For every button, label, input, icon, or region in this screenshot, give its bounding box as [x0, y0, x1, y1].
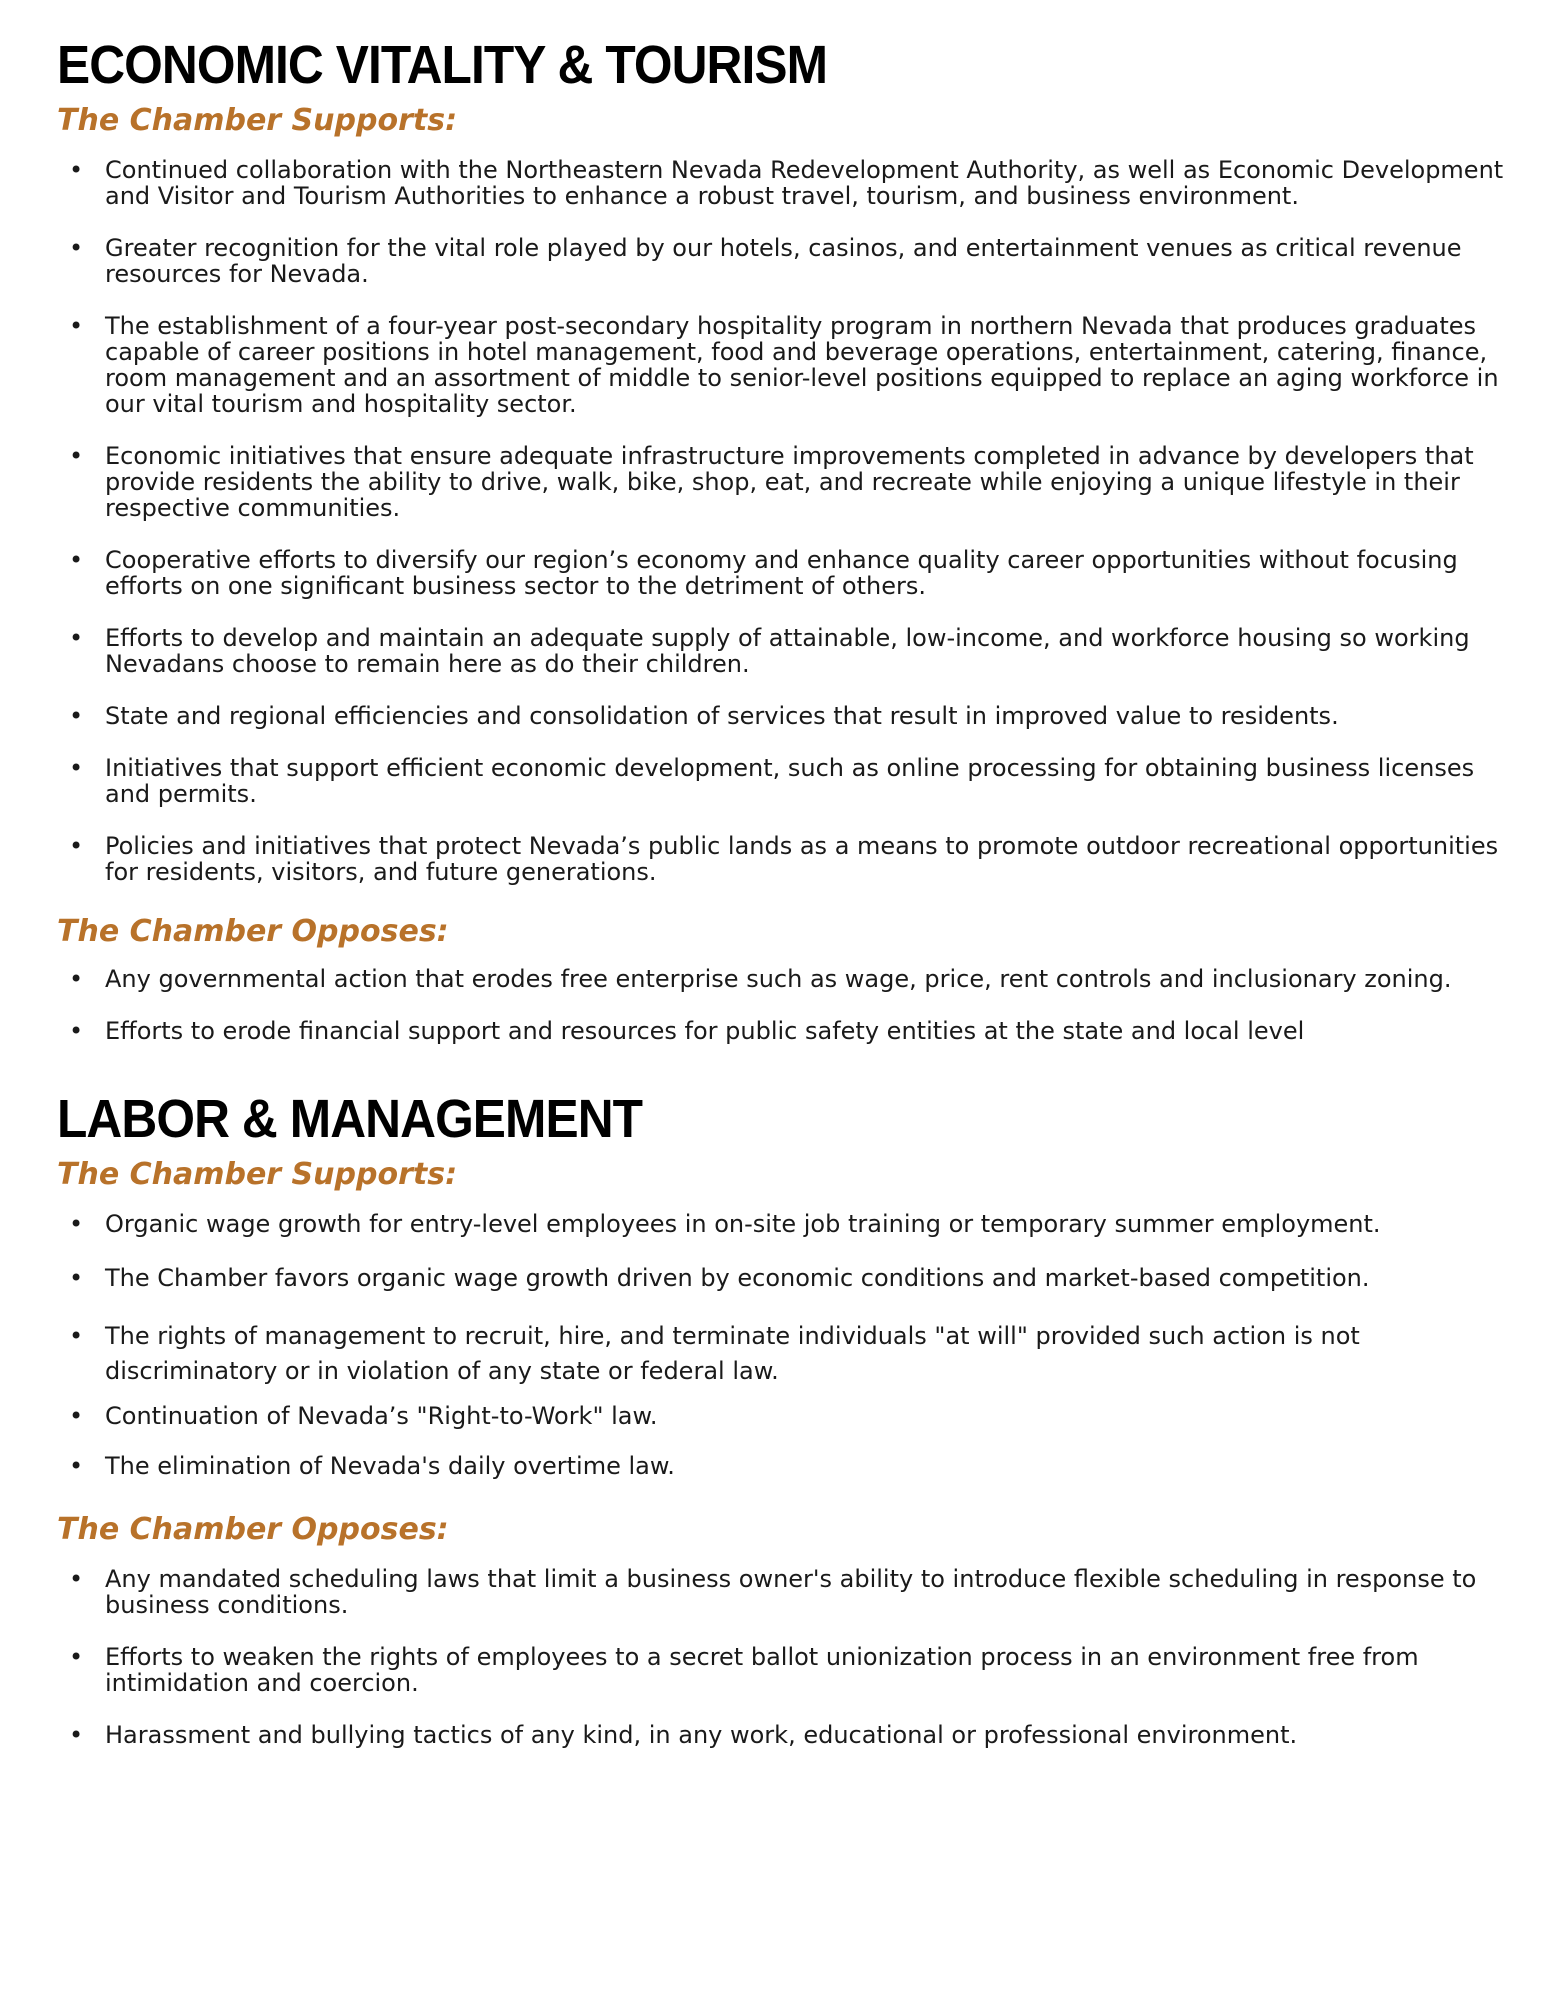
list-item: • Cooperative efforts to diversify our region’s economy and enhance quality career opportunities without focusing efforts on one significant business sector to the detriment of others. [57, 547, 1507, 599]
list-item: • Initiatives that support efficient economic development, such as online processing for obtaining business licenses and permits. [57, 755, 1507, 807]
list-item: • Any governmental action that erodes free enterprise such as wage, price, rent controls and inclusionary zoning. [57, 966, 1507, 992]
supports-list [57, 157, 1507, 885]
list-item: • Efforts to erode financial support and resources for public safety entities at the state and local level [57, 1018, 1507, 1044]
list-item: • Policies and initiatives that protect Nevada’s public lands as a means to promote outdoor recreational opportunities for residents, visitors, and future generations. [57, 833, 1507, 885]
list-item: • Organic wage growth for entry-level employees in on-site job training or temporary summer employment. [57, 1211, 1507, 1237]
section-economic-vitality [57, 35, 1507, 1045]
list-item: • Continued collaboration with the Northeastern Nevada Redevelopment Authority, as well as Economic Development and Visitor and Tourism Authorities to enhance a robust travel, tourism, and business environment. [57, 157, 1507, 209]
supports-list [57, 1211, 1507, 1479]
list-item: • The Chamber favors organic wage growth driven by economic conditions and market-based competition. [57, 1265, 1507, 1291]
opposes-list [57, 966, 1507, 1044]
list-item: • The elimination of Nevada's daily overtime law. [57, 1453, 1507, 1479]
list-item: • Any mandated scheduling laws that limit a business owner's ability to introduce flexible scheduling in response to business conditions. [57, 1566, 1507, 1618]
opposes-list [57, 1566, 1507, 1748]
list-item: • The rights of management to recruit, hire, and terminate individuals "at will" provided such action is not discriminatory or in violation of any state or federal law. [57, 1319, 1507, 1389]
list-item: • Harassment and bullying tactics of any kind, in any work, educational or professional environment. [57, 1722, 1507, 1748]
list-item: • Greater recognition for the vital role played by our hotels, casinos, and entertainment venues as critical revenue resources for Nevada. [57, 235, 1507, 287]
section-title: ECONOMIC VITALITY & TOURISM [57, 35, 828, 95]
supports-heading: The Chamber Supports: [57, 103, 458, 138]
list-item: • The establishment of a four-year post-secondary hospitality program in northern Nevada that produces graduates capable of career positions in hotel management, food and beverage operations, entertainment, catering, finance, room management and an assortment of middle to senior-level positions equipped to replace an aging workforce in our vital tourism and hospitality sector. [57, 313, 1507, 417]
section-title: LABOR & MANAGEMENT [57, 1089, 643, 1149]
list-item: • State and regional efficiencies and consolidation of services that result in improved value to residents. [57, 703, 1507, 729]
list-item: • Efforts to develop and maintain an adequate supply of attainable, low-income, and workforce housing so working Nevadans choose to remain here as do their children. [57, 625, 1507, 677]
opposes-heading: The Chamber Opposes: [57, 914, 449, 949]
list-item: • Economic initiatives that ensure adequate infrastructure improvements completed in advance by developers that provide residents the ability to drive, walk, bike, shop, eat, and recreate while enjoying a unique lifestyle in their respective communities. [57, 443, 1507, 521]
document-page [57, 35, 1507, 1749]
opposes-heading: The Chamber Opposes: [57, 1512, 449, 1547]
list-item: • Efforts to weaken the rights of employees to a secret ballot unionization process in an environment free from intimidation and coercion. [57, 1644, 1507, 1696]
list-item: • Continuation of Nevada’s "Right-to-Work" law. [57, 1403, 1507, 1429]
section-labor-management [57, 1089, 1507, 1749]
supports-heading: The Chamber Supports: [57, 1157, 458, 1192]
